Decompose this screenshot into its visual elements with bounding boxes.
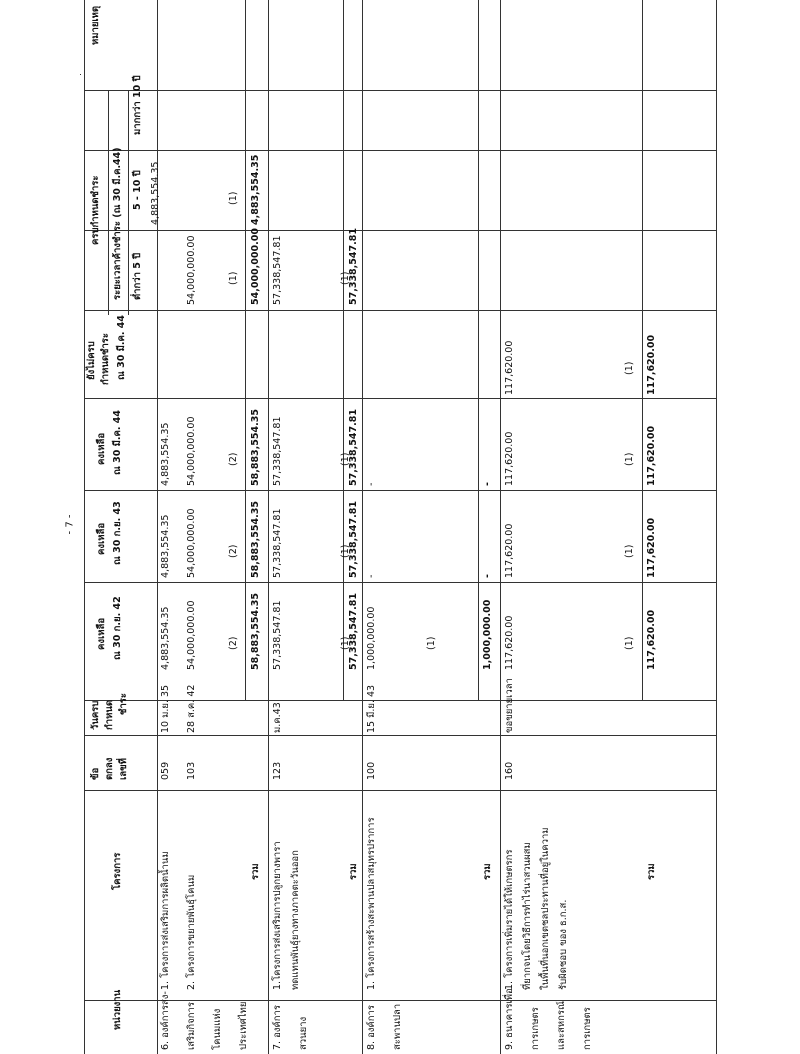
total-b43: - [482, 574, 493, 578]
project-line: รับผิดชอบ ของ ธ.ก.ส. [558, 899, 569, 990]
header-corner [80, 74, 81, 75]
table-border-right [716, 0, 717, 1054]
header-b42-2: ณ 30 ก.ย. 42 [112, 596, 123, 660]
header-agency: หน่วยงาน [112, 989, 123, 1030]
total-divider-4 [642, 0, 643, 700]
total-label: รวม [482, 863, 493, 880]
project-line: 1. โครงการส่งเสริมการผลิตน้ำนม [160, 851, 171, 990]
count-notdue: (1) [624, 361, 635, 375]
count-b42: (1) [624, 636, 635, 650]
page-number: - 7 - [64, 514, 76, 535]
total-lt5: 57,338,547.81 [348, 228, 359, 305]
header-due-1: วันครบ [90, 700, 101, 730]
header-due-group: ครบกำหนดชำระ [90, 175, 101, 245]
header-due-group-sep [108, 90, 109, 315]
total-b42: 57,338,547.81 [348, 593, 359, 670]
total-b43: 58,883,554.35 [250, 501, 261, 578]
group-divider-2 [268, 0, 269, 1054]
col-due-sep [84, 700, 716, 701]
col-contract-sep [84, 735, 716, 736]
cell-b43: 4,883,554.35 [160, 514, 171, 578]
total-label: รวม [646, 863, 657, 880]
total-b42: 117,620.00 [646, 609, 657, 670]
agency-line: สวนยาง [298, 1016, 309, 1050]
total-divider-1 [245, 0, 246, 700]
col-gt10-sep [84, 90, 716, 91]
cell-b44: 57,338,547.81 [272, 416, 283, 486]
cell-b42: 54,000,000.00 [186, 600, 197, 670]
cell-b42: 57,338,547.81 [272, 600, 283, 670]
header-notdue-1: ยังไม่ครบ [86, 341, 97, 380]
col-y510-sep [84, 150, 716, 151]
cell-notdue: 117,620.00 [504, 340, 515, 395]
count-y510: (1) [228, 191, 239, 205]
total-b44: 117,620.00 [646, 425, 657, 486]
cell-no: 103 [186, 761, 197, 780]
cell-lt5: 54,000,000.00 [186, 235, 197, 305]
header-notdue-3: ณ 30 มี.ค. 44 [116, 314, 127, 380]
group-divider-3 [362, 0, 363, 1054]
header-notdue-2: กำหนดชำระ [100, 333, 111, 385]
cell-b44: 4,883,554.35 [160, 422, 171, 486]
total-divider-2 [343, 0, 344, 700]
count-lt5: (1) [340, 271, 351, 285]
total-b43: 117,620.00 [646, 517, 657, 578]
cell-no: 123 [272, 761, 283, 780]
header-due-3: ชำระ [118, 693, 129, 715]
agency-line: สะพานปลา [392, 1003, 403, 1050]
header-remarks: หมายเหตุ [90, 5, 101, 45]
cell-no: 100 [366, 761, 377, 780]
count-b43: (2) [228, 544, 239, 558]
header-project: โครงการ [112, 852, 123, 890]
header-b44-1: คงเหลือ [96, 432, 107, 465]
total-b44: 58,883,554.35 [250, 409, 261, 486]
cell-due: ขอขยายเวลา [504, 678, 515, 733]
cell-due: 10 ม.ย. 35 [160, 684, 171, 733]
total-b42: 1,000,000.00 [482, 599, 493, 670]
cell-b42: 4,883,554.35 [160, 606, 171, 670]
total-b42: 58,883,554.35 [250, 593, 261, 670]
header-b44-2: ณ 30 มี.ค. 44 [112, 409, 123, 475]
project-line: ที่ยากจนโดยวิธีการทำไร่นาสวนผสม [522, 842, 533, 990]
agency-line: เสริมกิจการ [186, 1002, 197, 1050]
cell-b43: 57,338,547.81 [272, 508, 283, 578]
count-b42: (2) [228, 636, 239, 650]
header-b43-2: ณ 30 ก.ย. 43 [112, 501, 123, 565]
total-notdue: 117,620.00 [646, 334, 657, 395]
agency-line: 6. องค์การส่ง- [160, 991, 171, 1050]
agency-line: 7. องค์การ [272, 1005, 283, 1050]
cell-b44: 117,620.00 [504, 431, 515, 486]
col-project-sep [84, 790, 716, 791]
cell-no: 059 [160, 761, 171, 780]
header-contract-3: เลขที่ [118, 758, 129, 780]
cell-b43: 117,620.00 [504, 523, 515, 578]
cell-b44: 54,000,000.00 [186, 416, 197, 486]
count-b43: (1) [340, 544, 351, 558]
cell-due: 28 ส.ค. 42 [186, 684, 197, 733]
count-b44: (1) [340, 452, 351, 466]
total-divider-3 [478, 0, 479, 700]
header-b43-1: คงเหลือ [96, 522, 107, 555]
col-b43-sep [84, 490, 716, 491]
header-b42-1: คงเหลือ [96, 617, 107, 650]
cell-no: 160 [504, 761, 515, 780]
header-y510: 5 - 10 ปี [132, 170, 143, 210]
header-left-edge [84, 0, 85, 1054]
count-b44: (1) [624, 452, 635, 466]
col-b44-sep [84, 398, 716, 399]
project-line: 1. โครงการสร้างสะพานปลาสมุทรปราการ [366, 817, 377, 990]
project-line: ในพื้นที่นอกเขตชลประทานที่อยู่ในความ [540, 827, 551, 990]
col-b42-sep [84, 582, 716, 583]
cell-due: 15 มี.ย. 43 [366, 684, 377, 733]
col-lt5-sep [84, 230, 716, 231]
count-b42: (1) [340, 636, 351, 650]
cell-b43: - [366, 574, 377, 578]
project-line: 1. โครงการเพิ่มรายได้ให้เกษตรกร [504, 849, 515, 990]
cell-b44: - [366, 482, 377, 486]
total-b43: 57,338,547.81 [348, 501, 359, 578]
header-period: ระยะเวลาค้างชำระ (ณ 30 มี.ค.44) [112, 147, 123, 300]
agency-line: 9. ธนาคารเพื่อ [504, 988, 515, 1050]
count-b43: (1) [624, 544, 635, 558]
header-gt10: มากกว่า 10 ปี [132, 75, 143, 135]
group-divider-4 [500, 0, 501, 1054]
total-b44: - [482, 482, 493, 486]
count-b44: (2) [228, 452, 239, 466]
count-lt5: (1) [228, 271, 239, 285]
total-lt5: 54,000,000.00 [250, 228, 261, 305]
cell-due: ม.ค.43 [272, 702, 283, 733]
col-notdue-sep [84, 310, 716, 311]
total-b44: 57,338,547.81 [348, 409, 359, 486]
group-divider-1 [157, 0, 158, 1054]
agency-line: 8. องค์การ [366, 1005, 377, 1050]
header-contract-2: ตกลง [104, 757, 115, 780]
agency-line: การเกษตร [530, 1007, 541, 1050]
total-label: รวม [250, 863, 261, 880]
agency-line: การเกษตร [582, 1007, 593, 1050]
count-b42: (1) [426, 636, 437, 650]
cell-b42: 117,620.00 [504, 615, 515, 670]
col-agency-sep [84, 1000, 716, 1001]
project-line: ทดแทนพันธุ์ยางทางภาคตะวันออก [290, 850, 301, 990]
header-contract-1: ข้อ [90, 767, 101, 780]
cell-b42: 1,000,000.00 [366, 606, 377, 670]
total-y510: 4,883,554.35 [250, 154, 261, 225]
cell-y510: 4,883,554.35 [150, 161, 161, 225]
agency-line: ประเทศไทย [238, 1001, 249, 1050]
agency-line: และสหกรณ์ [556, 1001, 567, 1050]
project-line: 1.โครงการส่งเสริมการปลูกยางพารา [272, 841, 283, 990]
header-due-2: กำหนด [104, 699, 115, 730]
total-label: รวม [348, 863, 359, 880]
cell-lt5: 57,338,547.81 [272, 235, 283, 305]
agency-line: โคนมแห่ง [212, 1008, 223, 1050]
header-lt5: ต่ำกว่า 5 ปี [132, 252, 143, 300]
project-line: 2. โครงการขยายพันธุ์โคนม [186, 874, 197, 990]
cell-b43: 54,000,000.00 [186, 508, 197, 578]
header-period-sep [128, 90, 129, 315]
